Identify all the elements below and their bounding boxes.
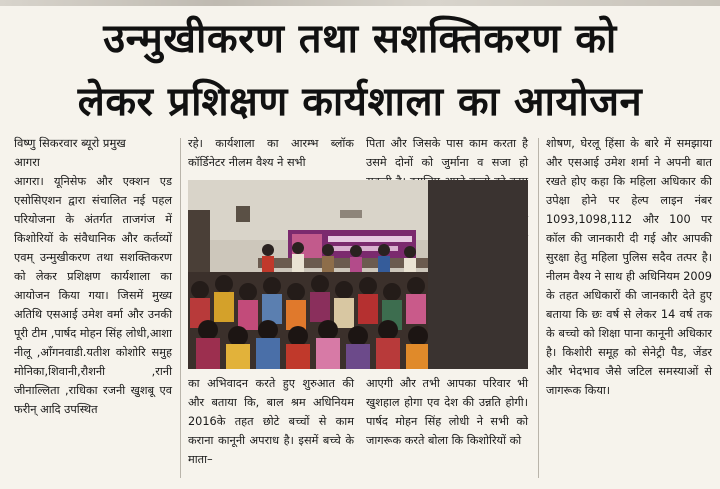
- article-text-col3-bottom: आएगी और तभी आपका परिवार भी खुशहाल होगा एव देश की उन्नति होगी। पार्षद मोहन सिंह लोधी ने सभी को जागरूक करते बोला कि किशोरियों को: [366, 377, 528, 447]
- headline-line-1: उन्मुखीकरण तथा सशक्तिकरण को: [103, 16, 617, 62]
- workshop-photo-illustration: [188, 180, 428, 369]
- byline-name: विष्णु सिकरवार ब्यूरो प्रमुख: [14, 136, 126, 150]
- article-column-1: [14, 134, 172, 419]
- byline-place: आगरा: [14, 155, 40, 169]
- article-text-col1: आगरा। यूनिसेफ और एक्शन एड एसोसिएशन द्वारा संचालित नई पहल परियोजना के अंतर्गत ताजगंज में किशोरियों के संवैधानिक और कर्तव्यों एवम् उन्मुखीकरण तथा सशक्तिकरण को लेकर प्रशिक्षण कार्यशाला का आयोजन किया गया। जिसमें मुख्य अतिथि एसआई उमेश वर्मा और उनकी पूरी टीम ,पार्षद मोहन सिंह लोधी,आशा नीलू ,आँगनवाडी.यतीश कोशोरि समुह मोनिका,शिवानी,रौशनी ,रानी जीनाल्लिता ,राधिका रजनी खुशबू एव फरीन् आदि उपस्थित: [14, 175, 172, 416]
- article-text-col2-bottom: का अभिवादन करते हुए शुरुआत की और बताया कि, बाल श्रम अधिनियम 2016के तहत छोटे बच्चों से काम कराना कानूनी अपराध है। इसमें बच्चे के माता–: [188, 377, 354, 466]
- article-text-col2-top: रहे। कार्यशाला का आरम्भ ब्लॉक कॉर्डिनेटर नीलम वैश्य ने सभी: [188, 137, 354, 169]
- article-text-col4: शोषण, घेरलू हिंसा के बारे में समझाया और एसआई उमेश शर्मा ने अपनी बात रखते होए कहा कि महिला अधिकार की उपेक्षा होने पर हेल्प लाइन नंबर 1093,1098,112 और 100 पर कॉल की जानकारी दी गई और आपकी सुरक्षा हेतु महिला पुलिस सदैव तत्पर है। नीलम वैश्य ने साथ ही अधिनियम 2009 के तहत अधिकारों की जानकारी देते हुए बताया कि छः वर्ष से लेकर 14 वर्ष तक के बच्चो को शिक्षा पाना कानूनी अधिकार है। किशोरी समूह को सेनेट्री पैड, जेंडर और भेदभाव जैसे जटिल समस्याओं से जागरूक किया।: [546, 137, 712, 397]
- article-text-col3-top: पिता और जिसके पास काम करता है उसमे दोनों को जुर्माना व सजा हो: [366, 137, 528, 169]
- headline-line-2: लेकर प्रशिक्षण कार्यशाला का आयोजन: [77, 79, 643, 125]
- column-divider: [180, 138, 181, 478]
- article-column-3-bottom: [366, 374, 528, 450]
- workshop-photo: [188, 180, 528, 369]
- article-column-2-bottom: [188, 374, 354, 469]
- article-column-2-top: [188, 134, 354, 172]
- column-divider: [538, 138, 539, 478]
- article-column-4: [546, 134, 712, 400]
- previous-article-strip: [0, 0, 720, 6]
